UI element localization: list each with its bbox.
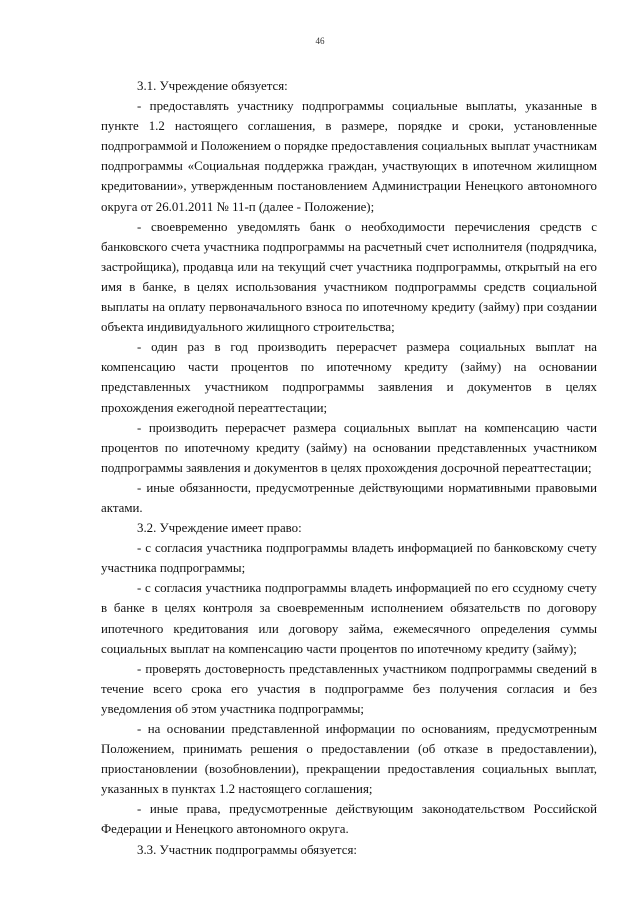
page-number: 46 xyxy=(315,36,325,46)
paragraph: - с согласия участника подпрограммы владеть информацией по банковскому счету участника подпрограммы; xyxy=(101,541,597,576)
section-heading-3-3: 3.3. Участник подпрограммы обязуется: xyxy=(137,842,357,857)
paragraph: - проверять достоверность представленных участником подпрограммы сведений в течение всего срока его участия в подпрограмме без получения согласия и без уведомления об этом участника подпрограммы; xyxy=(101,661,597,716)
paragraph: - производить перерасчет размера социальных выплат на компенсацию части процентов по ипотечному кредиту (займу) на основании представленных участником подпрограммы заявления и документов в целях прохождения досрочной переаттестации; xyxy=(101,420,597,475)
section-heading-3-2: 3.2. Учреждение имеет право: xyxy=(137,521,302,536)
paragraph: - один раз в год производить перерасчет размера социальных выплат на компенсацию части процентов по ипотечному кредиту (займу) на основании представленных участником подпрограммы заявления и документов в целях прохождения ежегодной переаттестации; xyxy=(101,340,597,415)
section-heading-3-1: 3.1. Учреждение обязуется: xyxy=(137,79,288,93)
paragraph: - с согласия участника подпрограммы владеть информацией по его ссудному счету в банке в целях контроля за своевременным исполнением обязательств по договору ипотечного кредитования или договору займа, ежемесячного определения суммы социальных выплат на компенсацию части процентов по ипотечному кредиту (займу); xyxy=(101,581,597,656)
paragraph: - иные права, предусмотренные действующим законодательством Российской Федерации и Ненецкого автономного округа. xyxy=(101,802,597,837)
paragraph: - предоставлять участнику подпрограммы социальные выплаты, указанные в пункте 1.2 настоящего соглашения, в размере, порядке и сроки, установленные подпрограммой и Положением о порядке предоставления социальных выплат участникам подпрограммы «Социальная поддержка граждан, участвующих в ипотечном жилищном кредитовании», утвержденным постановлением Администрации Ненецкого автономного округа от 26.01.2011 № 11-п (далее - Положение); xyxy=(101,99,597,214)
paragraph: - иные обязанности, предусмотренные действующими нормативными правовыми актами. xyxy=(101,480,597,515)
paragraph: - на основании представленной информации по основаниям, предусмотренным Положением, принимать решения о предоставлении (об отказе в предоставлении), приостановлении (возобновлении), прекращении предоставления социальных выплат, указанных в пунктах 1.2 настоящего соглашения; xyxy=(101,722,597,797)
paragraph: - своевременно уведомлять банк о необходимости перечисления средств с банковского счета участника подпрограммы на расчетный счет исполнителя (подрядчика, застройщика), продавца или на текущий счет участника подпрограммы, открытый на его имя в банке, в целях использования участником подпрограммы средств социальной выплаты на оплату первоначального взноса по ипотечному кредиту (займу) при создании объекта индивидуального жилищного строительства; xyxy=(101,219,597,335)
document-body xyxy=(101,76,597,860)
